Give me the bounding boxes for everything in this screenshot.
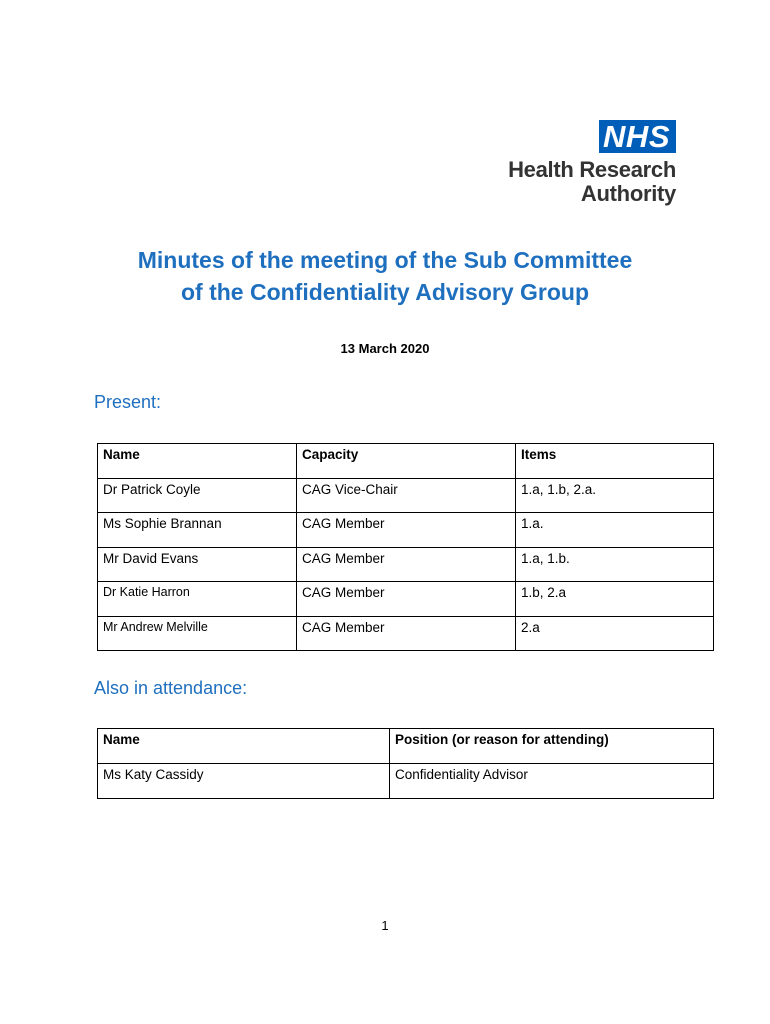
table-row — [98, 616, 714, 651]
table-row — [98, 764, 714, 799]
title-line-2: of the Confidentiality Advisory Group — [180, 279, 590, 305]
cell-items: 1.a, 1.b, 2.a. — [516, 478, 714, 513]
title-line-1: Minutes of the meeting of the Sub Committee — [137, 247, 633, 273]
table-row — [98, 478, 714, 513]
cell-capacity: CAG Member — [297, 582, 516, 617]
page-number: 1 — [381, 918, 389, 933]
column-header-name: Name — [98, 444, 297, 479]
cell-name: Ms Sophie Brannan — [98, 513, 297, 548]
logo-org-line-1: Health Research — [508, 157, 676, 182]
present-table — [97, 443, 714, 651]
table-header-row — [98, 729, 714, 764]
cell-name: Mr David Evans — [98, 547, 297, 582]
cell-name: Dr Katie Harron — [98, 582, 297, 617]
present-heading: Present: — [94, 392, 162, 412]
table-row — [98, 582, 714, 617]
cell-name: Mr Andrew Melville — [98, 616, 297, 651]
column-header-name: Name — [98, 729, 390, 764]
meeting-date: 13 March 2020 — [340, 341, 430, 356]
column-header-capacity: Capacity — [297, 444, 516, 479]
cell-capacity: CAG Member — [297, 547, 516, 582]
column-header-items: Items — [516, 444, 714, 479]
cell-items: 2.a — [516, 616, 714, 651]
cell-position: Confidentiality Advisor — [390, 764, 714, 799]
column-header-position: Position (or reason for attending) — [390, 729, 714, 764]
cell-capacity: CAG Member — [297, 513, 516, 548]
logo-org-line-2: Authority — [580, 181, 676, 206]
cell-items: 1.a. — [516, 513, 714, 548]
hra-logo — [476, 120, 676, 206]
document-title — [0, 244, 770, 308]
nhs-logo-badge: NHS — [599, 120, 676, 153]
cell-capacity: CAG Vice-Chair — [297, 478, 516, 513]
attendance-heading: Also in attendance: — [94, 678, 248, 698]
attendance-table — [97, 728, 714, 799]
cell-items: 1.a, 1.b. — [516, 547, 714, 582]
cell-name: Ms Katy Cassidy — [98, 764, 390, 799]
cell-items: 1.b, 2.a — [516, 582, 714, 617]
table-header-row — [98, 444, 714, 479]
cell-capacity: CAG Member — [297, 616, 516, 651]
table-row — [98, 547, 714, 582]
cell-name: Dr Patrick Coyle — [98, 478, 297, 513]
table-row — [98, 513, 714, 548]
